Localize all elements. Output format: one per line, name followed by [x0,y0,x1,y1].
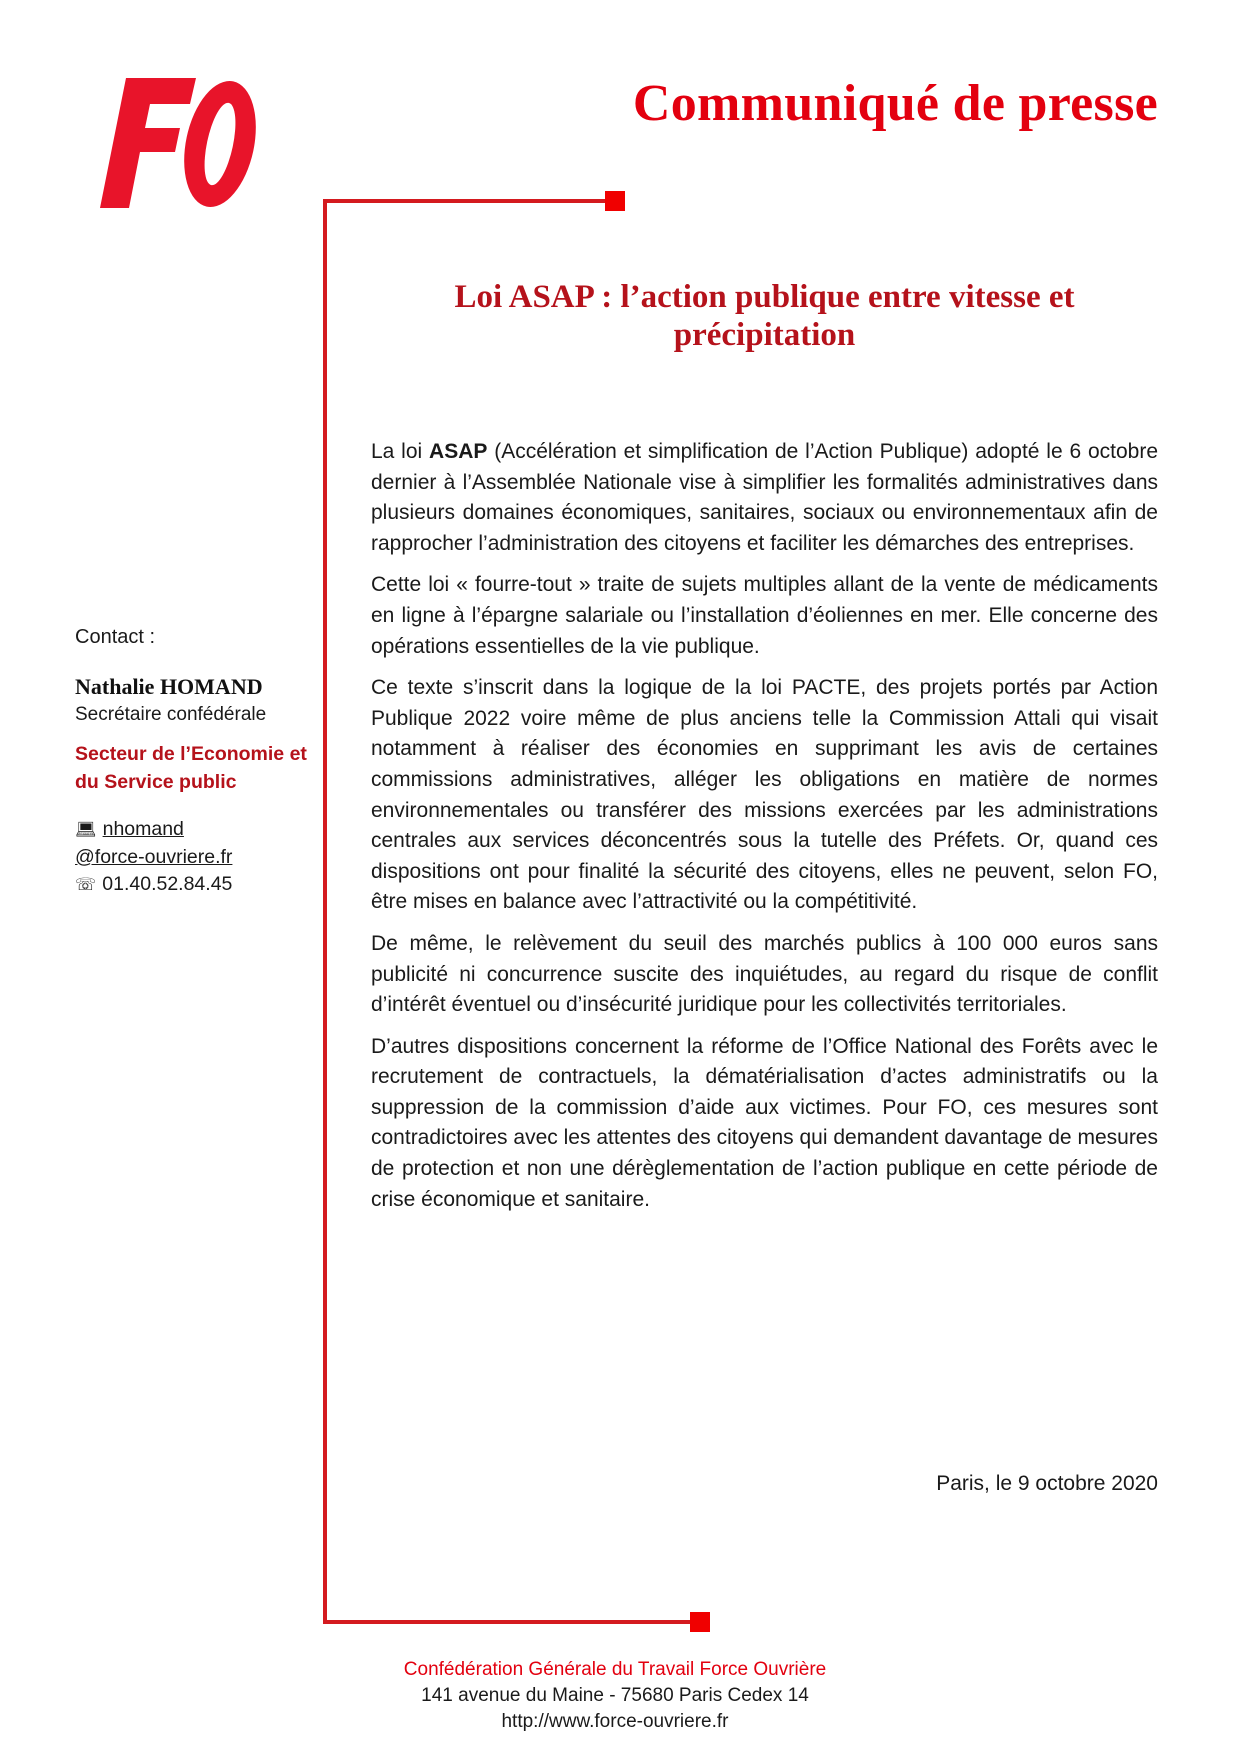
email-link-part-2[interactable]: @force-ouvriere.fr [75,846,233,868]
frame-top-square [605,191,625,211]
release-date: Paris, le 9 octobre 2020 [936,1472,1158,1495]
email-link-part-1[interactable]: nhomand [102,818,184,840]
frame-bottom-line [323,1620,698,1624]
contact-label: Contact : [75,626,156,648]
fo-logo-icon [98,72,258,212]
body-paragraph-3: Ce texte s’inscrit dans la logique de la loi PACTE, des projets portés par Action Publique 2022 voire même de plus anciens telle la Commission Attali qui visait notamment à réaliser des économies en supprimant les avis de certaines commissions administratives, alléger les obligations en matière de normes environnementales ou transférer des missions exercées par les administrations centrales aux services déconcentrés sous la tutelle des Préfets. Or, quand ces dispositions ont pour finalité la sécurité des citoyens, elles ne peuvent, selon FO, être mises en balance avec l’attractivité ou la compétitivité. [371,676,1158,914]
body-paragraph-1 [371,437,1158,559]
body-paragraph-2: Cette loi « fourre-tout » traite de sujets multiples allant de la vente de médicaments en ligne à l’épargne salariale ou l’installation d’éoliennes en mer. Elle concerne des opérations essentielles de la vie publique. [371,573,1158,658]
sector-line-1: Secteur de l’Economie et [75,743,307,765]
sector-line-2: du Service public [75,771,237,793]
frame-vertical-line [323,200,327,1624]
frame-bottom-square [690,1612,710,1632]
footer [300,1657,930,1735]
contact-role: Secrétaire confédérale [75,704,267,725]
computer-icon: 💻︎ [75,820,97,840]
paragraph-text: (Accélération et simplification de l’Action Publique) adopté le 6 octobre dernier à l’Assemblée Nationale vise à simplifier les formalités administratives dans plusieurs domaines économiques, sanitaires, sociaux ou environnementaux afin de rapprocher l’administration des citoyens et faciliter les démarches des entreprises. [371,440,1158,555]
contact-sector [75,740,315,796]
fo-logo [98,72,258,212]
press-release-body [371,437,1158,1226]
body-paragraph-4: De même, le relèvement du seuil des marchés publics à 100 000 euros sans publicité ni concurrence suscite des inquiétudes, au regard du risque de conflit d’intérêt éventuel ou d’insécurité juridique pour les collectivités territoriales. [371,931,1158,1017]
footer-organization: Confédération Générale du Travail Force Ouvrière [403,1659,827,1680]
document-type-title: Communiqué de presse [632,75,1158,132]
email-line-2 [75,844,315,871]
footer-website-link[interactable]: http://www.force-ouvriere.fr [501,1711,729,1732]
headline-line-2: précipitation [673,317,856,353]
press-release-headline [371,278,1158,354]
footer-address: 141 avenue du Maine - 75680 Paris Cedex 14 [421,1685,809,1706]
phone-line [75,871,315,899]
contact-name: Nathalie HOMAND [75,674,263,699]
frame-top-line [323,199,613,203]
paragraph-bold-term: ASAP [429,440,488,463]
paragraph-text: La loi [371,440,430,463]
email-line [75,816,315,844]
headline-line-1: Loi ASAP : l’action publique entre vitesse et [454,279,1075,315]
phone-number: 01.40.52.84.45 [102,873,233,895]
contact-sidebar [75,624,315,899]
body-paragraph-5: D’autres dispositions concernent la réforme de l’Office National des Forêts avec le recrutement de contractuels, la dématérialisation d’actes administratifs ou la suppression de la commission d’aide aux victimes. Pour FO, ces mesures sont contradictoires avec les attentes des citoyens qui demandent davantage de mesures de protection et non une dérèglementation de l’action publique en cette période de crise économique et sanitaire. [371,1034,1158,1211]
telephone-icon: ☏ [75,875,97,895]
